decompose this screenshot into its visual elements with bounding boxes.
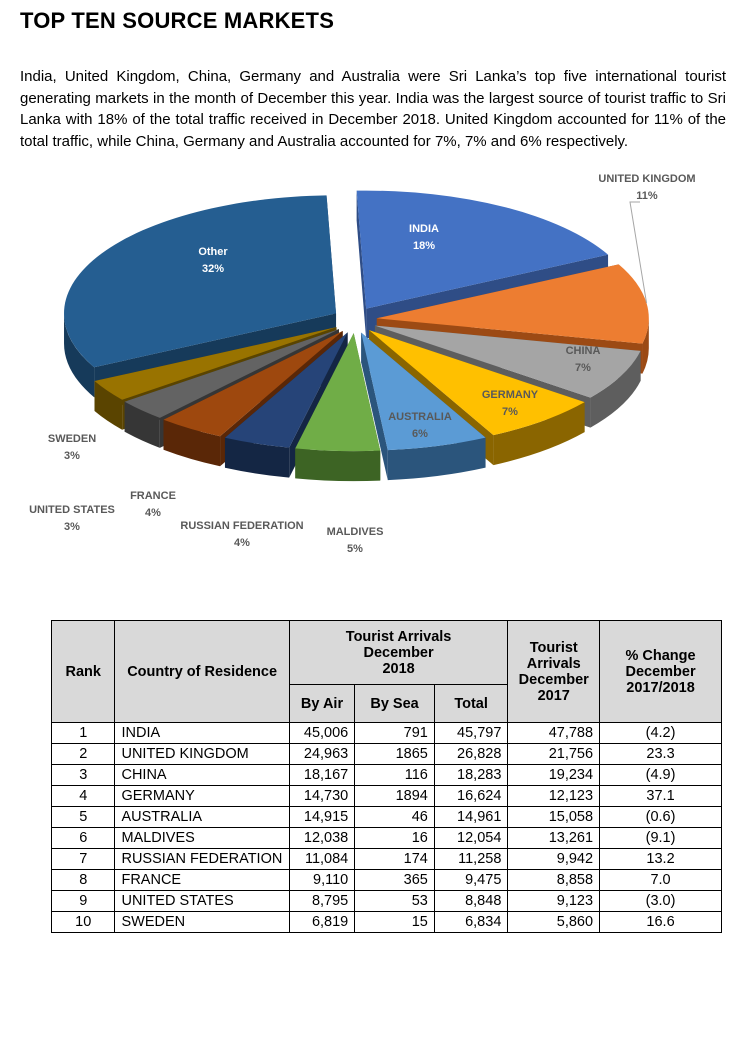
cell-rank: 3 bbox=[52, 765, 115, 786]
table-row bbox=[52, 870, 722, 891]
cell-total: 12,054 bbox=[434, 828, 508, 849]
cell-by-air: 24,963 bbox=[289, 744, 354, 765]
cell-by-sea: 15 bbox=[355, 912, 435, 933]
page-title: TOP TEN SOURCE MARKETS bbox=[20, 8, 335, 33]
slice-label-australia: AUSTRALIA 6% bbox=[388, 411, 452, 440]
table-row bbox=[52, 828, 722, 849]
pie-chart bbox=[0, 160, 750, 580]
cell-2017: 9,942 bbox=[508, 849, 600, 870]
header-arrivals-2018 bbox=[289, 621, 508, 685]
cell-country: RUSSIAN FEDERATION bbox=[115, 849, 289, 870]
header-arrivals-2018-line1: Tourist Arrivals bbox=[345, 628, 452, 645]
source-markets-table bbox=[51, 620, 722, 933]
cell-country: MALDIVES bbox=[115, 828, 289, 849]
pie-slice-side bbox=[295, 448, 380, 481]
cell-total: 11,258 bbox=[434, 849, 508, 870]
slice-label-united-kingdom: UNITED KINGDOM 11% bbox=[598, 173, 696, 202]
header-rank: Rank bbox=[52, 621, 115, 723]
slice-label-china: CHINA 7% bbox=[565, 345, 601, 374]
cell-by-sea: 365 bbox=[355, 870, 435, 891]
header-arrivals-2017 bbox=[508, 621, 600, 723]
cell-total: 9,475 bbox=[434, 870, 508, 891]
table-row bbox=[52, 786, 722, 807]
cell-by-air: 12,038 bbox=[289, 828, 354, 849]
table-row bbox=[52, 765, 722, 786]
slice-label-russian-federation: RUSSIAN FEDERATION 4% bbox=[180, 520, 304, 549]
cell-2017: 19,234 bbox=[508, 765, 600, 786]
cell-rank: 10 bbox=[52, 912, 115, 933]
cell-rank: 4 bbox=[52, 786, 115, 807]
cell-by-air: 14,915 bbox=[289, 807, 354, 828]
cell-total: 14,961 bbox=[434, 807, 508, 828]
cell-by-sea: 1894 bbox=[355, 786, 435, 807]
cell-total: 26,828 bbox=[434, 744, 508, 765]
cell-change: (3.0) bbox=[600, 891, 722, 912]
cell-2017: 15,058 bbox=[508, 807, 600, 828]
slice-label-germany: GERMANY 7% bbox=[481, 389, 539, 418]
intro-paragraph: India, United Kingdom, China, Germany and Australia were Sri Lanka’s top five international tourist generating markets in the month of December this year. India was the largest source of tourist traffic to Sri Lanka with 18% of the total traffic received in December 2018. United Kingdom accounted for 11% of the total traffic, while China, Germany and Australia accounted for 7%, 7% and 6% respectively. bbox=[20, 68, 726, 150]
slice-label-india: INDIA 18% bbox=[409, 223, 439, 252]
cell-change: 23.3 bbox=[600, 744, 722, 765]
cell-2017: 13,261 bbox=[508, 828, 600, 849]
cell-country: INDIA bbox=[115, 723, 289, 744]
cell-by-sea: 791 bbox=[355, 723, 435, 744]
table-row bbox=[52, 849, 722, 870]
cell-rank: 8 bbox=[52, 870, 115, 891]
table-row bbox=[52, 912, 722, 933]
cell-by-sea: 116 bbox=[355, 765, 435, 786]
cell-country: GERMANY bbox=[115, 786, 289, 807]
header-arrivals-2017-line2: Arrivals bbox=[526, 655, 581, 672]
slice-label-other: Other 32% bbox=[198, 246, 228, 275]
cell-2017: 47,788 bbox=[508, 723, 600, 744]
cell-change: 37.1 bbox=[600, 786, 722, 807]
slice-label-maldives: MALDIVES 5% bbox=[326, 526, 384, 555]
cell-country: UNITED KINGDOM bbox=[115, 744, 289, 765]
header-arrivals-2017-line3: December bbox=[518, 671, 589, 688]
header-country: Country of Residence bbox=[115, 621, 289, 723]
cell-by-sea: 174 bbox=[355, 849, 435, 870]
cell-2017: 5,860 bbox=[508, 912, 600, 933]
cell-change: (4.9) bbox=[600, 765, 722, 786]
header-by-sea: By Sea bbox=[355, 685, 435, 723]
cell-2017: 9,123 bbox=[508, 891, 600, 912]
cell-change: (9.1) bbox=[600, 828, 722, 849]
cell-2017: 12,123 bbox=[508, 786, 600, 807]
header-change-line2: December bbox=[625, 663, 696, 680]
cell-rank: 2 bbox=[52, 744, 115, 765]
cell-rank: 6 bbox=[52, 828, 115, 849]
cell-by-sea: 1865 bbox=[355, 744, 435, 765]
header-change-line1: % Change bbox=[625, 647, 696, 664]
cell-by-air: 14,730 bbox=[289, 786, 354, 807]
header-by-air: By Air bbox=[289, 685, 354, 723]
cell-by-sea: 16 bbox=[355, 828, 435, 849]
cell-country: CHINA bbox=[115, 765, 289, 786]
cell-country: SWEDEN bbox=[115, 912, 289, 933]
cell-2017: 21,756 bbox=[508, 744, 600, 765]
cell-rank: 5 bbox=[52, 807, 115, 828]
cell-by-sea: 46 bbox=[355, 807, 435, 828]
table-row bbox=[52, 744, 722, 765]
cell-by-air: 45,006 bbox=[289, 723, 354, 744]
header-change-line3: 2017/2018 bbox=[626, 679, 695, 696]
cell-total: 16,624 bbox=[434, 786, 508, 807]
cell-total: 8,848 bbox=[434, 891, 508, 912]
cell-by-air: 6,819 bbox=[289, 912, 354, 933]
slice-label-united-states: UNITED STATES 3% bbox=[29, 504, 115, 533]
header-total: Total bbox=[434, 685, 508, 723]
cell-rank: 9 bbox=[52, 891, 115, 912]
cell-country: AUSTRALIA bbox=[115, 807, 289, 828]
cell-2017: 8,858 bbox=[508, 870, 600, 891]
cell-rank: 1 bbox=[52, 723, 115, 744]
header-arrivals-2018-line3: 2018 bbox=[382, 660, 415, 677]
cell-rank: 7 bbox=[52, 849, 115, 870]
cell-change: 7.0 bbox=[600, 870, 722, 891]
cell-by-air: 8,795 bbox=[289, 891, 354, 912]
cell-by-air: 11,084 bbox=[289, 849, 354, 870]
header-change bbox=[600, 621, 722, 723]
table-row bbox=[52, 807, 722, 828]
cell-change: (0.6) bbox=[600, 807, 722, 828]
cell-by-air: 18,167 bbox=[289, 765, 354, 786]
cell-change: 16.6 bbox=[600, 912, 722, 933]
cell-by-sea: 53 bbox=[355, 891, 435, 912]
cell-change: (4.2) bbox=[600, 723, 722, 744]
cell-by-air: 9,110 bbox=[289, 870, 354, 891]
cell-change: 13.2 bbox=[600, 849, 722, 870]
cell-total: 6,834 bbox=[434, 912, 508, 933]
header-arrivals-2018-line2: December bbox=[363, 644, 434, 661]
table-row bbox=[52, 891, 722, 912]
slice-label-france: FRANCE 4% bbox=[130, 490, 176, 519]
slice-label-sweden: SWEDEN 3% bbox=[47, 433, 97, 462]
table-row bbox=[52, 723, 722, 744]
header-arrivals-2017-line4: 2017 bbox=[537, 687, 570, 704]
cell-total: 45,797 bbox=[434, 723, 508, 744]
header-arrivals-2017-line1: Tourist bbox=[529, 639, 578, 656]
cell-country: UNITED STATES bbox=[115, 891, 289, 912]
cell-country: FRANCE bbox=[115, 870, 289, 891]
cell-total: 18,283 bbox=[434, 765, 508, 786]
